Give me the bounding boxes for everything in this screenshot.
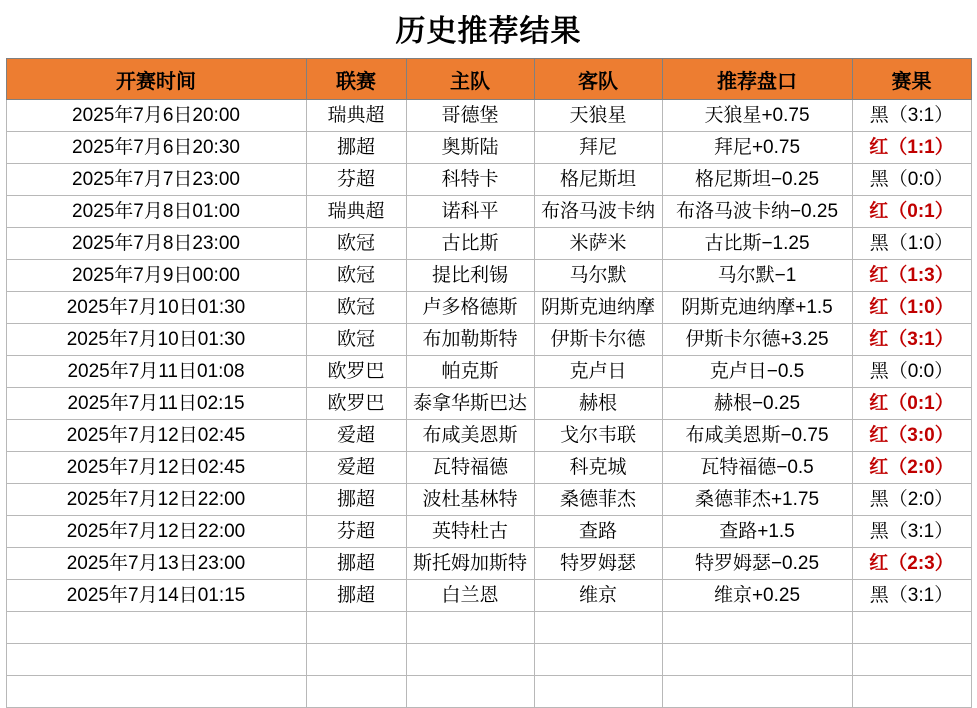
table-row: [6, 196, 971, 228]
cell-away: 查路: [534, 516, 662, 548]
cell-empty: [306, 676, 406, 708]
cell-time: 2025年7月8日01:00: [6, 196, 306, 228]
table-row: [6, 324, 971, 356]
table-header: [6, 59, 971, 100]
cell-time: 2025年7月9日00:00: [6, 260, 306, 292]
cell-empty: [306, 612, 406, 644]
cell-empty: [534, 644, 662, 676]
cell-league: 芬超: [306, 164, 406, 196]
table-row: [6, 452, 971, 484]
table-row: [6, 388, 971, 420]
cell-away: 特罗姆瑟: [534, 548, 662, 580]
cell-line: 赫根−0.25: [662, 388, 852, 420]
cell-home: 提比利锡: [406, 260, 534, 292]
cell-time: 2025年7月10日01:30: [6, 324, 306, 356]
cell-result: 黑（0:0）: [852, 164, 971, 196]
cell-line: 克卢日−0.5: [662, 356, 852, 388]
cell-away: 格尼斯坦: [534, 164, 662, 196]
cell-away: 米萨米: [534, 228, 662, 260]
table-row: [6, 484, 971, 516]
cell-time: 2025年7月10日01:30: [6, 292, 306, 324]
table-row: [6, 548, 971, 580]
cell-away: 桑德菲杰: [534, 484, 662, 516]
cell-away: 天狼星: [534, 100, 662, 132]
cell-league: 欧冠: [306, 228, 406, 260]
column-header-away: 客队: [534, 59, 662, 100]
cell-league: 挪超: [306, 484, 406, 516]
cell-away: 科克城: [534, 452, 662, 484]
column-header-result: 赛果: [852, 59, 971, 100]
cell-league: 挪超: [306, 548, 406, 580]
header-row: [6, 59, 971, 100]
cell-home: 诺科平: [406, 196, 534, 228]
cell-league: 欧冠: [306, 324, 406, 356]
cell-line: 天狼星+0.75: [662, 100, 852, 132]
table-row: [6, 356, 971, 388]
cell-away: 戈尔韦联: [534, 420, 662, 452]
table-row: [6, 580, 971, 612]
table-row: [6, 516, 971, 548]
cell-away: 克卢日: [534, 356, 662, 388]
cell-empty: [852, 676, 971, 708]
cell-home: 波杜基林特: [406, 484, 534, 516]
cell-time: 2025年7月7日23:00: [6, 164, 306, 196]
table-body: [6, 100, 971, 708]
cell-time: 2025年7月14日01:15: [6, 580, 306, 612]
cell-away: 布洛马波卡纳: [534, 196, 662, 228]
cell-line: 伊斯卡尔德+3.25: [662, 324, 852, 356]
cell-line: 古比斯−1.25: [662, 228, 852, 260]
cell-result: 黑（3:1）: [852, 580, 971, 612]
cell-empty: [662, 676, 852, 708]
cell-time: 2025年7月12日22:00: [6, 516, 306, 548]
cell-league: 挪超: [306, 580, 406, 612]
cell-away: 马尔默: [534, 260, 662, 292]
table-row: [6, 260, 971, 292]
cell-league: 芬超: [306, 516, 406, 548]
cell-home: 奥斯陆: [406, 132, 534, 164]
cell-time: 2025年7月8日23:00: [6, 228, 306, 260]
cell-home: 古比斯: [406, 228, 534, 260]
cell-league: 爱超: [306, 420, 406, 452]
cell-line: 特罗姆瑟−0.25: [662, 548, 852, 580]
table-row: [6, 164, 971, 196]
cell-empty: [406, 612, 534, 644]
cell-result: 黑（1:0）: [852, 228, 971, 260]
column-header-time: 开赛时间: [6, 59, 306, 100]
cell-home: 哥德堡: [406, 100, 534, 132]
cell-result: 黑（3:1）: [852, 100, 971, 132]
cell-away: 阴斯克迪纳摩: [534, 292, 662, 324]
cell-result: 红（1:1）: [852, 132, 971, 164]
cell-away: 维京: [534, 580, 662, 612]
cell-result: 黑（0:0）: [852, 356, 971, 388]
cell-home: 帕克斯: [406, 356, 534, 388]
cell-line: 马尔默−1: [662, 260, 852, 292]
cell-empty: [852, 612, 971, 644]
table-row: [6, 292, 971, 324]
cell-home: 斯托姆加斯特: [406, 548, 534, 580]
cell-empty: [406, 676, 534, 708]
table-row: [6, 420, 971, 452]
page-title: 历史推荐结果: [395, 15, 582, 48]
cell-time: 2025年7月6日20:00: [6, 100, 306, 132]
cell-empty: [406, 644, 534, 676]
cell-empty: [662, 612, 852, 644]
cell-away: 伊斯卡尔德: [534, 324, 662, 356]
cell-line: 阴斯克迪纳摩+1.5: [662, 292, 852, 324]
cell-result: 红（3:0）: [852, 420, 971, 452]
cell-empty: [6, 612, 306, 644]
table-row-empty: [6, 612, 971, 644]
cell-home: 布加勒斯特: [406, 324, 534, 356]
cell-empty: [6, 676, 306, 708]
cell-time: 2025年7月13日23:00: [6, 548, 306, 580]
cell-league: 欧冠: [306, 292, 406, 324]
cell-time: 2025年7月11日01:08: [6, 356, 306, 388]
cell-time: 2025年7月12日02:45: [6, 420, 306, 452]
cell-line: 查路+1.5: [662, 516, 852, 548]
cell-result: 红（1:0）: [852, 292, 971, 324]
cell-home: 瓦特福德: [406, 452, 534, 484]
cell-home: 卢多格德斯: [406, 292, 534, 324]
cell-home: 布咸美恩斯: [406, 420, 534, 452]
cell-result: 红（2:0）: [852, 452, 971, 484]
cell-league: 爱超: [306, 452, 406, 484]
column-header-home: 主队: [406, 59, 534, 100]
cell-home: 科特卡: [406, 164, 534, 196]
cell-empty: [306, 644, 406, 676]
cell-league: 欧罗巴: [306, 388, 406, 420]
cell-result: 黑（3:1）: [852, 516, 971, 548]
cell-result: 红（0:1）: [852, 196, 971, 228]
cell-away: 赫根: [534, 388, 662, 420]
cell-result: 红（0:1）: [852, 388, 971, 420]
cell-line: 格尼斯坦−0.25: [662, 164, 852, 196]
table-row: [6, 132, 971, 164]
cell-line: 瓦特福德−0.5: [662, 452, 852, 484]
column-header-line: 推荐盘口: [662, 59, 852, 100]
cell-away: 拜尼: [534, 132, 662, 164]
cell-time: 2025年7月11日02:15: [6, 388, 306, 420]
cell-time: 2025年7月6日20:30: [6, 132, 306, 164]
cell-home: 白兰恩: [406, 580, 534, 612]
cell-line: 维京+0.25: [662, 580, 852, 612]
cell-league: 瑞典超: [306, 100, 406, 132]
cell-empty: [662, 644, 852, 676]
cell-league: 瑞典超: [306, 196, 406, 228]
cell-line: 布洛马波卡纳−0.25: [662, 196, 852, 228]
table-row: [6, 100, 971, 132]
cell-home: 泰拿华斯巴达: [406, 388, 534, 420]
cell-result: 红（2:3）: [852, 548, 971, 580]
table-row: [6, 228, 971, 260]
cell-line: 拜尼+0.75: [662, 132, 852, 164]
cell-empty: [534, 612, 662, 644]
cell-empty: [6, 644, 306, 676]
cell-line: 桑德菲杰+1.75: [662, 484, 852, 516]
cell-league: 欧罗巴: [306, 356, 406, 388]
cell-league: 欧冠: [306, 260, 406, 292]
cell-result: 红（3:1）: [852, 324, 971, 356]
table-row-empty: [6, 644, 971, 676]
column-header-league: 联赛: [306, 59, 406, 100]
cell-empty: [534, 676, 662, 708]
table-row-empty: [6, 676, 971, 708]
cell-time: 2025年7月12日22:00: [6, 484, 306, 516]
cell-home: 英特杜古: [406, 516, 534, 548]
cell-result: 黑（2:0）: [852, 484, 971, 516]
cell-line: 布咸美恩斯−0.75: [662, 420, 852, 452]
history-results-table: [6, 58, 972, 708]
cell-time: 2025年7月12日02:45: [6, 452, 306, 484]
cell-result: 红（1:3）: [852, 260, 971, 292]
cell-league: 挪超: [306, 132, 406, 164]
cell-empty: [852, 644, 971, 676]
